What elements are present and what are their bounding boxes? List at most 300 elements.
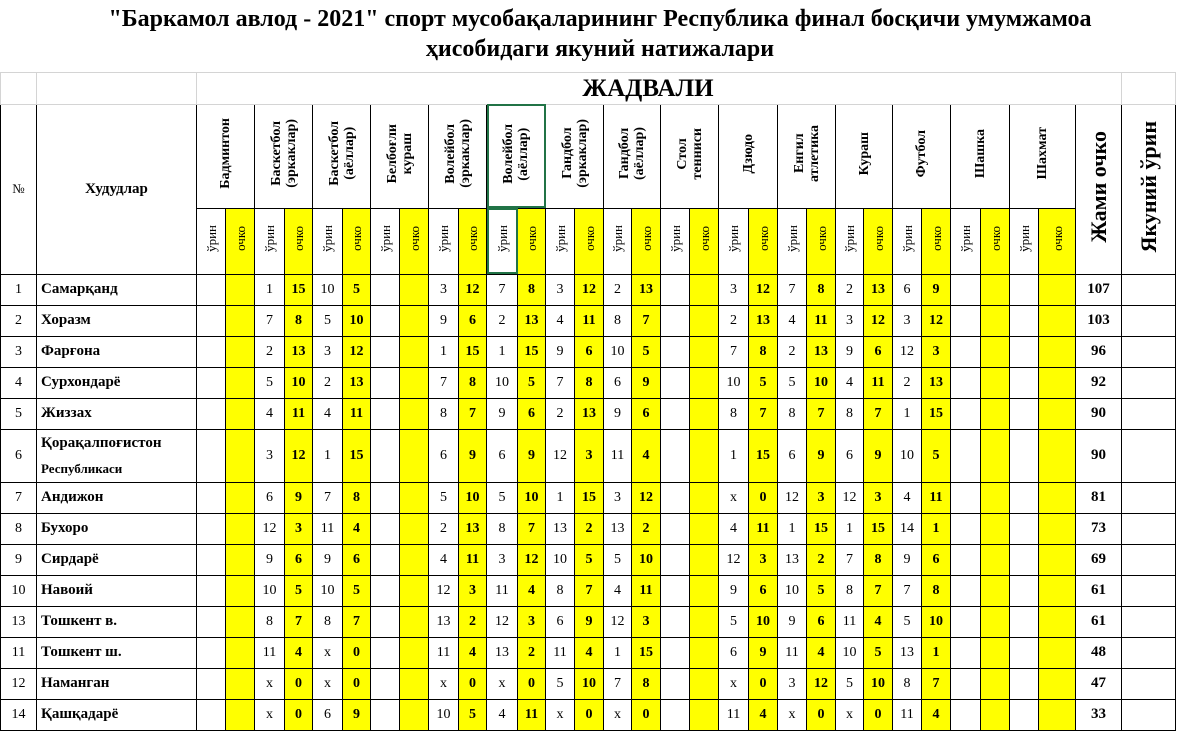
cell-value: 5 <box>846 675 853 691</box>
place-cell <box>661 305 690 336</box>
cell-value: 15 <box>465 343 480 359</box>
row-number-value: 3 <box>15 343 22 359</box>
place-cell <box>1010 482 1039 513</box>
cell-value: 8 <box>846 405 853 421</box>
place-cell <box>487 305 518 336</box>
cell-value: 10 <box>785 582 799 598</box>
cell-value: 3 <box>730 281 737 297</box>
cell-value: 4 <box>903 489 911 505</box>
cell-value: 7 <box>874 405 882 421</box>
cell-value: 7 <box>614 675 621 691</box>
place-cell <box>893 668 922 699</box>
cell-value: 9 <box>730 582 737 598</box>
number-header <box>1 104 37 274</box>
points-cell <box>459 699 487 730</box>
points-cell <box>226 606 255 637</box>
final-place <box>1122 699 1176 730</box>
cell-value: 13 <box>610 520 625 536</box>
cell-value: х <box>498 675 506 691</box>
points-cell <box>864 513 893 544</box>
points-cell <box>575 274 604 305</box>
sport-name-line-2: кураш <box>399 132 415 175</box>
place-cell <box>197 336 226 367</box>
place-cell <box>951 274 981 305</box>
row-number <box>1 429 37 482</box>
points-cell <box>864 305 893 336</box>
points-cell <box>690 668 719 699</box>
points-cell <box>459 274 487 305</box>
cell-value: 9 <box>469 447 476 463</box>
cell-value: 9 <box>817 447 825 463</box>
cell-value: 10 <box>756 613 770 629</box>
cell-value: 3 <box>556 281 564 297</box>
region-name-line-1: Фарғона <box>41 343 101 359</box>
points-subheader <box>226 208 255 274</box>
place-cell <box>197 513 226 544</box>
points-cell <box>400 305 429 336</box>
points-cell <box>690 274 719 305</box>
points-subheader <box>807 208 836 274</box>
place-cell <box>778 606 807 637</box>
cell-value: 13 <box>756 312 770 328</box>
place-cell <box>1010 513 1039 544</box>
cell-value: 7 <box>903 582 911 598</box>
points-cell <box>459 336 487 367</box>
place-cell <box>893 336 922 367</box>
cell-value: 15 <box>349 447 364 463</box>
cell-value: 10 <box>320 281 335 297</box>
points-cell <box>343 668 371 699</box>
table-row <box>1 699 1176 730</box>
total-header-label: Жами очко <box>1086 130 1111 243</box>
sport-header <box>1010 104 1076 208</box>
sport-name-line-1: Волейбол <box>501 123 516 184</box>
points-cell <box>632 699 661 730</box>
cell-value: 11 <box>582 312 596 328</box>
place-cell <box>778 575 807 606</box>
cell-value: 10 <box>553 551 567 567</box>
points-cell <box>690 305 719 336</box>
subheader-label: очко <box>349 226 364 251</box>
sport-name <box>501 124 531 184</box>
cell-value: 11 <box>291 405 306 421</box>
place-cell <box>429 699 459 730</box>
row-number <box>1 367 37 398</box>
cell-value: 5 <box>295 582 302 598</box>
place-cell <box>371 513 400 544</box>
cell-value: 9 <box>642 374 650 390</box>
points-cell <box>459 513 487 544</box>
cell-value: 0 <box>295 706 302 722</box>
place-cell <box>836 429 864 482</box>
points-cell <box>400 398 429 429</box>
place-cell <box>546 668 575 699</box>
cell-value: 0 <box>469 675 476 691</box>
place-cell <box>661 606 690 637</box>
region-name-line-1: Қорақалпоғистон <box>41 434 162 451</box>
points-cell <box>632 274 661 305</box>
cell-value: 12 <box>495 613 509 629</box>
place-subheader <box>778 208 807 274</box>
place-cell <box>429 429 459 482</box>
cell-value: 8 <box>642 675 650 691</box>
points-cell <box>518 305 546 336</box>
row-number-value: 11 <box>11 644 26 660</box>
place-cell <box>1010 699 1039 730</box>
place-cell <box>719 668 749 699</box>
sport-name-line-1: Шахмат <box>1035 127 1050 180</box>
place-cell <box>255 668 285 699</box>
place-cell <box>546 513 575 544</box>
subheader-label: ўрин <box>842 225 857 252</box>
points-cell <box>807 575 836 606</box>
points-cell <box>690 575 719 606</box>
final-place <box>1122 429 1176 482</box>
final-place <box>1122 606 1176 637</box>
points-subheader <box>981 208 1010 274</box>
total-points-value: 48 <box>1091 644 1106 660</box>
place-cell <box>313 305 343 336</box>
cell-value: 4 <box>846 374 853 390</box>
cell-value: 5 <box>759 374 767 390</box>
cell-value: 5 <box>469 706 476 722</box>
cell-value: 5 <box>614 551 621 567</box>
cell-value: 6 <box>440 447 447 463</box>
number-header-label: № <box>12 181 25 196</box>
cell-value: 9 <box>759 644 767 660</box>
table-row <box>1 336 1176 367</box>
cell-value: 5 <box>353 582 360 598</box>
place-cell <box>893 544 922 575</box>
points-cell <box>632 544 661 575</box>
title-line-1: "Баркамол авлод - 2021" спорт мусобақаларининг Республика финал босқичи умумжамоа <box>108 6 1092 32</box>
cell-value: 2 <box>817 551 825 567</box>
cell-value: 7 <box>759 405 767 421</box>
points-cell <box>1039 305 1076 336</box>
cell-value: 2 <box>528 644 535 660</box>
cell-value: 7 <box>324 489 331 505</box>
points-cell <box>632 398 661 429</box>
place-cell <box>313 606 343 637</box>
place-cell <box>951 398 981 429</box>
cell-value: 11 <box>320 520 335 536</box>
place-cell <box>546 637 575 668</box>
final-place-header-label: Якуний ўрин <box>1136 120 1161 253</box>
cell-value: 5 <box>498 489 506 505</box>
cell-value: 5 <box>642 343 650 359</box>
region-name <box>37 699 197 730</box>
sport-name-line-1: Гандбол <box>559 127 575 180</box>
cell-value: 9 <box>295 489 302 505</box>
cell-value: 0 <box>295 675 302 691</box>
place-cell <box>487 699 518 730</box>
points-cell <box>1039 274 1076 305</box>
cell-value: х <box>266 675 273 691</box>
points-cell <box>922 513 951 544</box>
cell-value: 7 <box>585 582 593 598</box>
final-place <box>1122 305 1176 336</box>
sport-name <box>973 129 988 178</box>
cell-value: 6 <box>585 343 593 359</box>
cell-value: 10 <box>349 312 364 328</box>
points-cell <box>981 699 1010 730</box>
points-cell <box>343 367 371 398</box>
place-cell <box>951 367 981 398</box>
cell-value: 6 <box>874 343 882 359</box>
points-cell <box>518 429 546 482</box>
blank-cell <box>1 72 37 104</box>
region-name <box>37 274 197 305</box>
points-cell <box>981 668 1010 699</box>
row-number <box>1 336 37 367</box>
cell-value: 2 <box>440 520 447 536</box>
place-cell <box>487 336 518 367</box>
points-cell <box>518 367 546 398</box>
points-cell <box>575 305 604 336</box>
place-cell <box>429 482 459 513</box>
cell-value: 1 <box>932 520 940 536</box>
final-place-header <box>1122 104 1176 274</box>
place-cell <box>951 637 981 668</box>
total-points <box>1076 274 1122 305</box>
cell-value: 3 <box>788 675 796 691</box>
points-cell <box>343 274 371 305</box>
place-cell <box>313 336 343 367</box>
cell-value: 8 <box>353 489 360 505</box>
total-points-value: 81 <box>1091 489 1106 505</box>
sport-header <box>893 104 951 208</box>
final-place <box>1122 398 1176 429</box>
points-cell <box>749 367 778 398</box>
region-name-line-1: Жиззах <box>41 405 92 421</box>
points-cell <box>807 305 836 336</box>
table-row <box>1 513 1176 544</box>
points-cell <box>864 398 893 429</box>
place-cell <box>951 575 981 606</box>
place-cell <box>255 274 285 305</box>
final-place <box>1122 668 1176 699</box>
region-name-line-1: Самарқанд <box>41 281 118 297</box>
place-cell <box>778 367 807 398</box>
place-cell <box>546 305 575 336</box>
place-cell <box>951 482 981 513</box>
place-cell <box>951 668 981 699</box>
cell-value: 4 <box>266 405 273 421</box>
points-cell <box>285 699 313 730</box>
place-cell <box>836 336 864 367</box>
cell-value: 13 <box>524 312 539 328</box>
points-cell <box>749 513 778 544</box>
region-name <box>37 398 197 429</box>
points-cell <box>749 482 778 513</box>
cell-value: 4 <box>874 613 882 629</box>
cell-value: 8 <box>266 613 273 629</box>
cell-value: 11 <box>465 551 480 567</box>
place-cell <box>487 398 518 429</box>
total-points-value: 92 <box>1091 374 1106 390</box>
place-cell <box>255 637 285 668</box>
place-cell <box>836 398 864 429</box>
cell-value: 6 <box>528 405 535 421</box>
place-cell <box>1010 606 1039 637</box>
points-subheader <box>518 208 546 274</box>
cell-value: 9 <box>528 447 535 463</box>
cell-value: 3 <box>614 489 621 505</box>
points-cell <box>459 429 487 482</box>
cell-value: 9 <box>932 281 940 297</box>
cell-value: 8 <box>440 405 447 421</box>
cell-value: 7 <box>498 281 506 297</box>
place-cell <box>546 336 575 367</box>
sport-header <box>778 104 836 208</box>
place-cell <box>951 699 981 730</box>
cell-value: 7 <box>788 281 796 297</box>
cell-value: 5 <box>903 613 911 629</box>
header-row <box>1 104 1176 208</box>
row-number <box>1 668 37 699</box>
subheader-label: ўрин <box>899 225 915 252</box>
place-cell <box>1010 575 1039 606</box>
cell-value: 13 <box>639 281 653 297</box>
points-cell <box>285 637 313 668</box>
row-number <box>1 305 37 336</box>
place-cell <box>313 429 343 482</box>
cell-value: 13 <box>871 281 885 297</box>
total-points-value: 96 <box>1091 343 1106 359</box>
place-cell <box>429 305 459 336</box>
cell-value: 6 <box>324 706 331 722</box>
place-cell <box>255 544 285 575</box>
final-place <box>1122 482 1176 513</box>
points-cell <box>807 544 836 575</box>
place-cell <box>778 429 807 482</box>
sport-header <box>429 104 487 208</box>
cell-value: 2 <box>788 343 796 359</box>
cell-value: 11 <box>436 644 451 660</box>
cell-value: 9 <box>788 613 796 629</box>
cell-value: 13 <box>465 520 480 536</box>
cell-value: 12 <box>349 343 364 359</box>
cell-value: 7 <box>846 551 853 567</box>
table-row <box>1 274 1176 305</box>
points-subheader <box>343 208 371 274</box>
place-cell <box>778 668 807 699</box>
points-cell <box>1039 513 1076 544</box>
place-cell <box>487 575 518 606</box>
cell-value: х <box>440 675 447 691</box>
place-cell <box>893 637 922 668</box>
place-cell <box>546 482 575 513</box>
place-cell <box>719 544 749 575</box>
region-name <box>37 305 197 336</box>
row-number <box>1 637 37 668</box>
place-cell <box>429 274 459 305</box>
cell-value: 8 <box>846 582 853 598</box>
points-cell <box>807 429 836 482</box>
place-cell <box>951 429 981 482</box>
place-cell <box>371 336 400 367</box>
total-points <box>1076 544 1122 575</box>
cell-value: 6 <box>642 405 650 421</box>
points-subheader <box>922 208 951 274</box>
points-cell <box>981 429 1010 482</box>
region-name <box>37 668 197 699</box>
place-cell <box>604 482 632 513</box>
points-cell <box>575 398 604 429</box>
cell-value: 10 <box>900 447 914 463</box>
place-cell <box>893 305 922 336</box>
points-cell <box>226 668 255 699</box>
cell-value: 12 <box>871 312 885 328</box>
place-cell <box>719 305 749 336</box>
points-cell <box>807 482 836 513</box>
total-points-value: 47 <box>1091 675 1106 691</box>
points-cell <box>864 274 893 305</box>
place-cell <box>719 274 749 305</box>
points-cell <box>749 575 778 606</box>
cell-value: 7 <box>932 675 940 691</box>
place-cell <box>429 668 459 699</box>
place-cell <box>719 367 749 398</box>
cell-value: 6 <box>846 447 853 463</box>
region-name-line-1: Бухоро <box>41 520 89 536</box>
place-cell <box>546 398 575 429</box>
total-points-value: 90 <box>1091 447 1106 463</box>
place-subheader <box>661 208 690 274</box>
place-cell <box>778 699 807 730</box>
points-cell <box>575 699 604 730</box>
sport-name-line-2: (аёллар) <box>341 126 357 181</box>
place-cell <box>371 699 400 730</box>
cell-value: 13 <box>349 374 364 390</box>
place-cell <box>604 305 632 336</box>
points-cell <box>922 336 951 367</box>
place-cell <box>836 544 864 575</box>
sport-name-line-1: Дзюдо <box>740 133 756 174</box>
place-cell <box>1010 336 1039 367</box>
cell-value: 8 <box>759 343 767 359</box>
place-cell <box>487 429 518 482</box>
place-cell <box>487 544 518 575</box>
sport-name-line-1: Баскетбол <box>268 121 284 186</box>
cell-value: 10 <box>524 489 539 505</box>
points-cell <box>459 606 487 637</box>
total-header <box>1076 104 1122 274</box>
cell-value: 2 <box>498 312 506 328</box>
cell-value: 11 <box>871 374 885 390</box>
cell-value: 11 <box>929 489 943 505</box>
cell-value: 7 <box>874 582 882 598</box>
cell-value: 11 <box>495 582 509 598</box>
cell-value: 0 <box>817 706 825 722</box>
cell-value: 8 <box>585 374 593 390</box>
points-cell <box>343 699 371 730</box>
cell-value: 15 <box>524 343 539 359</box>
place-subheader <box>836 208 864 274</box>
final-place <box>1122 637 1176 668</box>
place-cell <box>604 606 632 637</box>
place-cell <box>836 606 864 637</box>
points-cell <box>400 336 429 367</box>
cell-value: 9 <box>874 447 882 463</box>
cell-value: 4 <box>440 551 447 567</box>
cell-value: 8 <box>730 405 737 421</box>
total-points-value: 103 <box>1087 312 1110 328</box>
points-cell <box>807 513 836 544</box>
row-number <box>1 544 37 575</box>
subheader-label: очко <box>232 226 248 251</box>
cell-value: 7 <box>440 374 447 390</box>
